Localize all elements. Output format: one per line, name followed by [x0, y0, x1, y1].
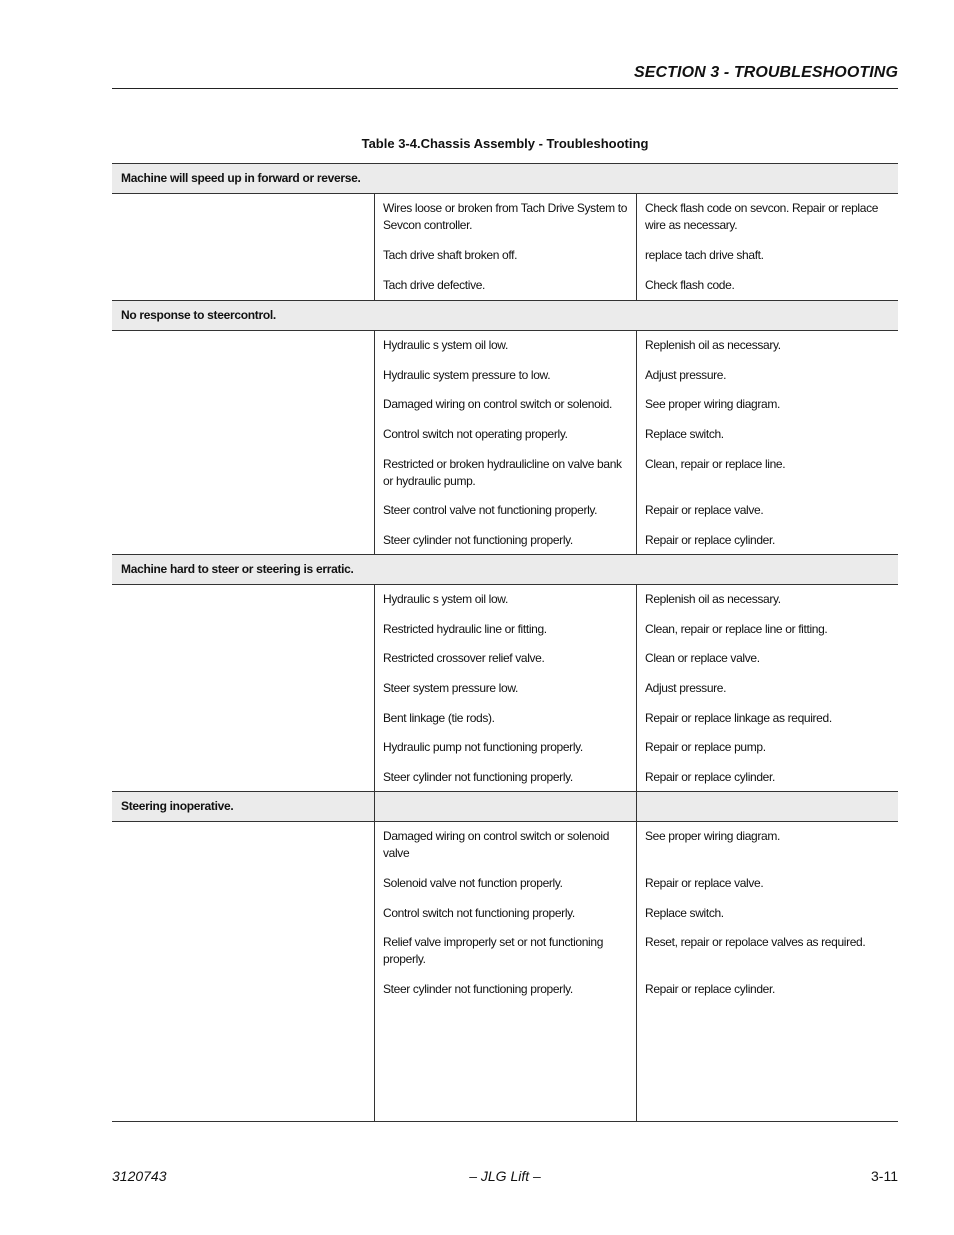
group-body — [112, 331, 898, 555]
page-number: 3-11 — [871, 1168, 898, 1184]
column-divider — [374, 792, 375, 821]
remedy-cell: See proper wiring diagram. — [645, 397, 780, 411]
cause-cell: Steer cylinder not functioning properly. — [383, 770, 573, 784]
column-divider — [374, 822, 375, 1121]
problem-label: Machine will speed up in forward or reverse. — [121, 171, 361, 185]
cause-cell: Hydraulic system pressure to low. — [383, 368, 551, 382]
column-divider — [636, 331, 637, 554]
page-header — [112, 64, 898, 89]
cause-cell: Restricted crossover relief valve. — [383, 651, 545, 665]
remedy-cell: Repair or replace cylinder. — [645, 533, 775, 547]
group-body — [112, 585, 898, 792]
remedy-cell: Check flash code on sevcon. Repair or replace wire as necessary. — [645, 201, 879, 232]
cause-cell: Solenoid valve not function properly. — [383, 876, 563, 890]
remedy-cell: Replenish oil as necessary. — [645, 592, 781, 606]
column-divider — [636, 585, 637, 791]
group-body — [112, 194, 898, 301]
remedy-cell: Repair or replace cylinder. — [645, 982, 775, 996]
remedy-cell: Adjust pressure. — [645, 368, 727, 382]
cause-cell: Tach drive defective. — [383, 278, 486, 292]
column-divider — [374, 331, 375, 554]
remedy-cell: Adjust pressure. — [645, 681, 727, 695]
remedy-cell: Replace switch. — [645, 427, 724, 441]
remedy-cell: Check flash code. — [645, 278, 735, 292]
page-footer — [112, 1168, 898, 1188]
remedy-cell: Repair or replace linkage as required. — [645, 711, 832, 725]
remedy-cell: Clean, repair or replace line. — [645, 457, 786, 471]
column-divider — [636, 792, 637, 821]
problem-label: No response to steercontrol. — [121, 308, 276, 322]
remedy-cell: Replenish oil as necessary. — [645, 338, 781, 352]
cause-cell: Steer control valve not functioning properly. — [383, 503, 598, 517]
remedy-cell: See proper wiring diagram. — [645, 829, 780, 843]
remedy-cell: Clean or replace valve. — [645, 651, 760, 665]
cause-cell: Hydraulic pump not functioning properly. — [383, 740, 583, 754]
remedy-cell: Reset, repair or repolace valves as required. — [645, 935, 866, 949]
cause-cell: Control switch not operating properly. — [383, 427, 568, 441]
remedy-cell: Repair or replace valve. — [645, 876, 764, 890]
problem-row — [112, 792, 898, 822]
column-divider — [636, 822, 637, 1121]
problem-row — [112, 555, 898, 585]
cause-cell: Restricted or broken hydraulicline on valve bank or hydraulic pump. — [383, 457, 622, 488]
cause-cell: Damaged wiring on control switch or solenoid valve — [383, 829, 610, 860]
column-divider — [374, 585, 375, 791]
cause-cell: Steer cylinder not functioning properly. — [383, 533, 573, 547]
remedy-cell: Replace switch. — [645, 906, 724, 920]
remedy-cell: Repair or replace pump. — [645, 740, 766, 754]
cause-cell: Control switch not functioning properly. — [383, 906, 575, 920]
group-body — [112, 822, 898, 1122]
publisher-label: – JLG Lift – — [469, 1168, 541, 1184]
problem-row — [112, 164, 898, 194]
cause-cell: Hydraulic s ystem oil low. — [383, 592, 508, 606]
table-caption: Table 3-4.Chassis Assembly - Troubleshooting — [361, 136, 649, 151]
remedy-cell: Repair or replace cylinder. — [645, 770, 775, 784]
doc-number: 3120743 — [112, 1168, 167, 1184]
column-divider — [374, 194, 375, 300]
cause-cell: Wires loose or broken from Tach Drive System to Sevcon controller. — [383, 201, 628, 232]
cause-cell: Restricted hydraulic line or fitting. — [383, 622, 547, 636]
remedy-cell: replace tach drive shaft. — [645, 248, 764, 262]
cause-cell: Damaged wiring on control switch or solenoid. — [383, 397, 613, 411]
problem-label: Steering inoperative. — [121, 799, 234, 813]
cause-cell: Steer system pressure low. — [383, 681, 518, 695]
remedy-cell: Repair or replace valve. — [645, 503, 764, 517]
section-title: SECTION 3 - TROUBLESHOOTING — [633, 64, 898, 81]
remedy-cell: Clean, repair or replace line or fitting. — [645, 622, 828, 636]
cause-cell: Tach drive shaft broken off. — [383, 248, 518, 262]
problem-row — [112, 301, 898, 331]
problem-label: Machine hard to steer or steering is erratic. — [121, 562, 354, 576]
troubleshooting-table — [112, 163, 898, 1122]
cause-cell: Hydraulic s ystem oil low. — [383, 338, 508, 352]
cause-cell: Relief valve improperly set or not functioning properly. — [383, 935, 604, 966]
cause-cell: Bent linkage (tie rods). — [383, 711, 495, 725]
column-divider — [636, 194, 637, 300]
cause-cell: Steer cylinder not functioning properly. — [383, 982, 573, 996]
